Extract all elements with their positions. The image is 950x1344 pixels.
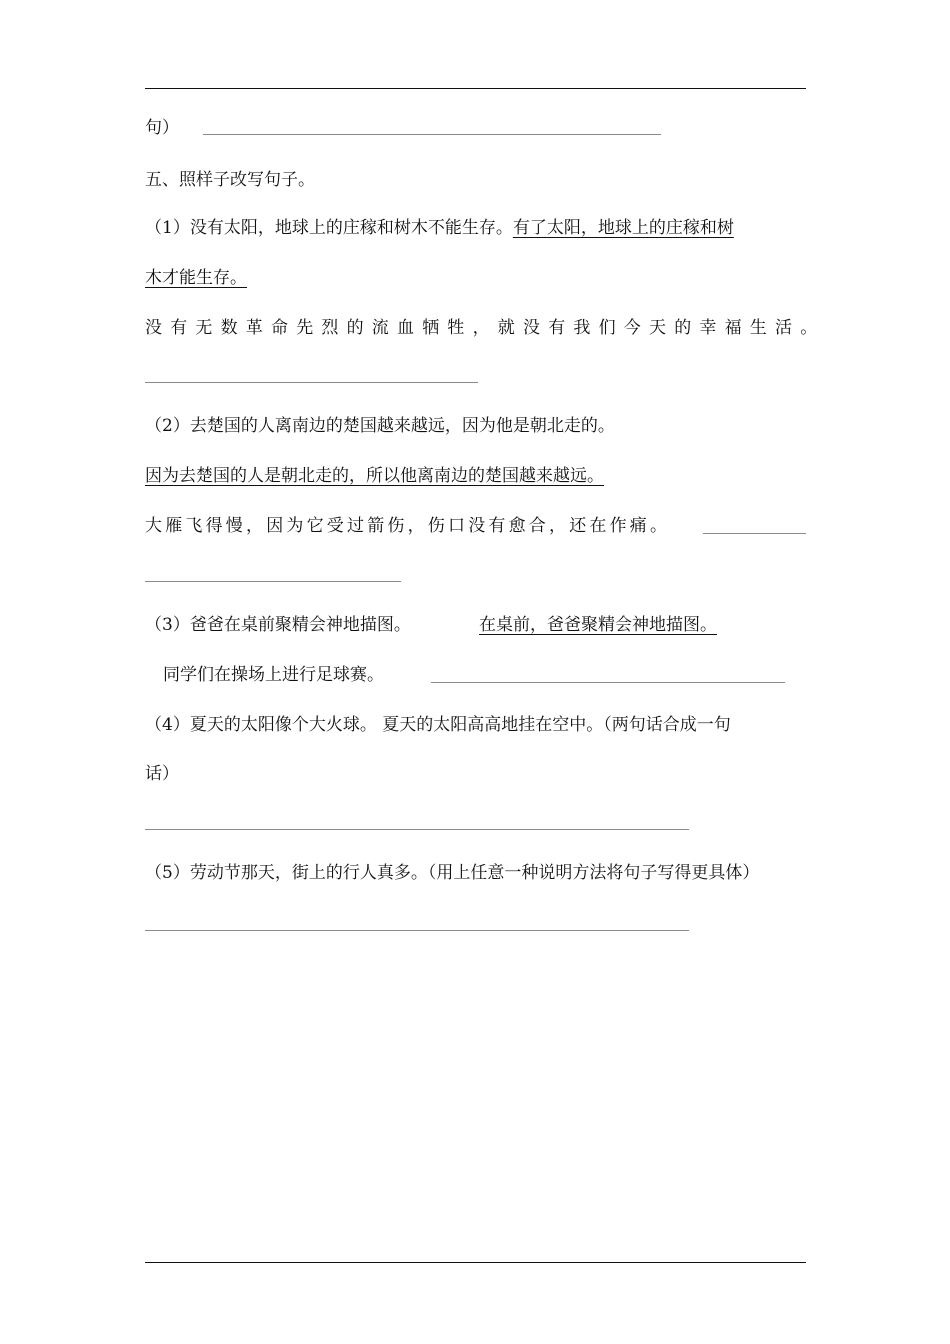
section-title: 五、照样子改写句子。 — [145, 170, 315, 190]
q2-answer-blank-1[interactable] — [703, 533, 806, 534]
q3-line — [145, 613, 411, 637]
q3-exercise: 同学们在操场上进行足球赛。 — [163, 665, 384, 685]
q3-example: 在桌前，爸爸聚精会神地描图。 — [479, 615, 717, 635]
q2-answer-blank-2[interactable] — [145, 581, 401, 582]
q2-example: 因为去楚国的人是朝北走的，所以他离南边的楚国越来越远。 — [145, 466, 604, 486]
q3-answer-blank[interactable] — [431, 682, 785, 683]
q5-prompt: （5）劳动节那天，街上的行人真多。（用上任意一种说明方法将句子写得更具体） — [145, 863, 760, 883]
q2-example-line — [145, 464, 604, 488]
q3-example-line — [479, 613, 717, 637]
q4-answer-blank[interactable] — [145, 829, 689, 830]
q1-line — [145, 216, 734, 240]
q3-prompt: （3）爸爸在桌前聚精会神地描图。 — [145, 615, 411, 635]
q2-exercise: 大雁飞得慢，因为它受过箭伤，伤口没有愈合，还在作痛。 — [145, 516, 671, 536]
previous-question-tail — [145, 116, 179, 140]
q5-answer-blank[interactable] — [145, 930, 689, 931]
q4-prompt: （4）夏天的太阳像个大火球。 夏天的太阳高高地挂在空中。（两句话合成一句 — [145, 715, 731, 735]
q1-answer-blank[interactable] — [145, 382, 478, 383]
q1-exercise: 没有无数革命先烈的流血牺牲，就没有我们今天的幸福生活。 — [145, 318, 826, 338]
previous-question-tail-text: 句） — [145, 118, 179, 138]
answer-blank[interactable] — [203, 134, 661, 135]
q1-example-cont-text: 木才能生存。 — [145, 268, 247, 288]
header-rule — [145, 88, 806, 89]
q4-prompt-cont: 话） — [145, 764, 179, 784]
q1-prompt: （1）没有太阳，地球上的庄稼和树木不能生存。 — [145, 218, 513, 238]
q1-example-cont — [145, 266, 247, 290]
footer-rule — [145, 1262, 806, 1263]
q1-example: 有了太阳，地球上的庄稼和树 — [512, 218, 734, 238]
q2-prompt: （2）去楚国的人离南边的楚国越来越远，因为他是朝北走的。 — [145, 416, 615, 436]
